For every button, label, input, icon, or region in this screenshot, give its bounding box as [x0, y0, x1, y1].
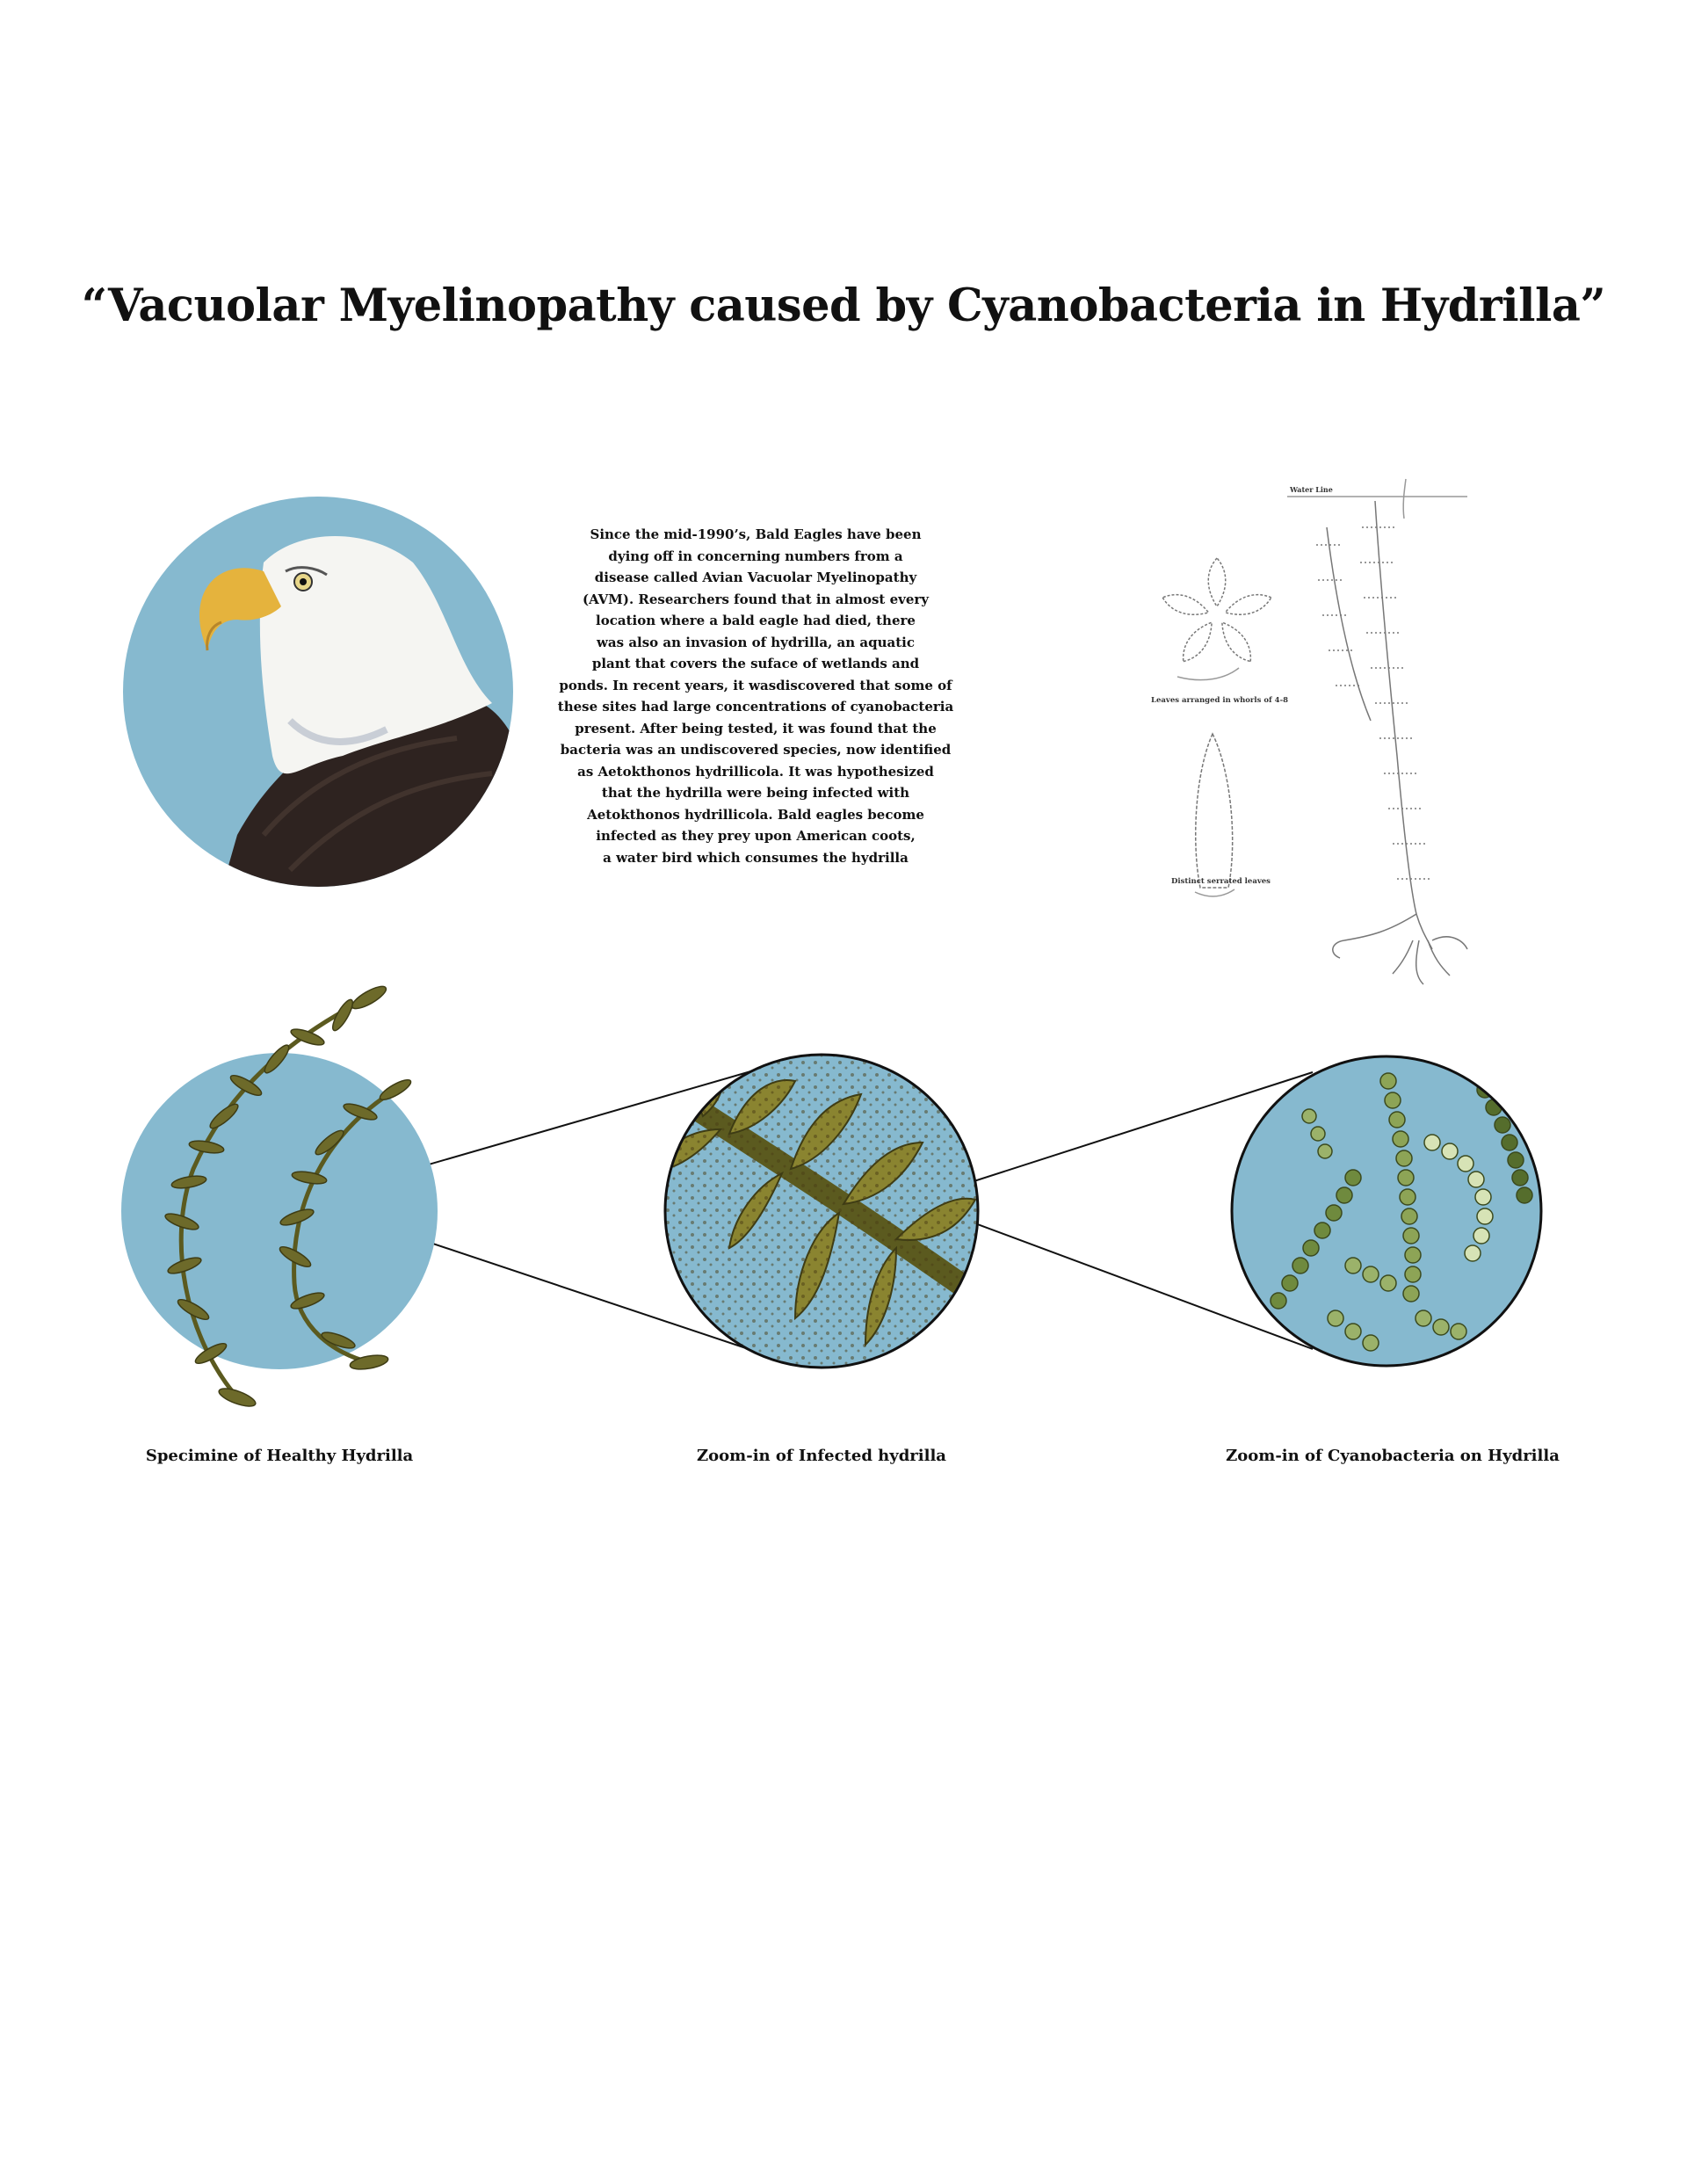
- serrated-label: Distinct serrated leaves: [1171, 877, 1271, 886]
- avm-description: Since the mid-1990’s, Bald Eagles have been dying off in concerning numbers from a disease called Avian Vacuolar Myelinopathy (AVM). Researchers found that in almost every location where a bald eagle had died, there was also an invasion of hydrilla, an aquatic plant that covers the suface of wetlands and ponds. In recent years, it wasdiscovered that some of these sites had large concentrations of cyanobacteria present. After being tested, it was found that the bacteria was an undiscovered species, now identified as Aetokthonos hydrillicola. It was hypothesized that the hydrilla were being infected with Aetokthonos hydrillicola. Bald eagles become infected as they prey upon American coots, a water bird which consumes the hydrilla: [557, 526, 954, 866]
- eagle-portrait: [123, 497, 545, 896]
- caption-healthy-hydrilla: Specimine of Healthy Hydrilla: [145, 1447, 414, 1465]
- caption-cyanobacteria: Zoom-in of Cyanobacteria on Hydrilla: [1226, 1447, 1560, 1465]
- whorl-label: Leaves arranged in whorls of 4-8: [1151, 696, 1289, 705]
- water-line-label: Water Line: [1290, 485, 1333, 494]
- tall-plant-sketch: [1316, 501, 1467, 984]
- page-title: “Vacuolar Myelinopathy caused by Cyanobacteria in Hydrilla”: [81, 279, 1606, 332]
- serrated-leaf: [1196, 734, 1233, 888]
- cyanobacteria-zoom: [1232, 1056, 1541, 1366]
- hydrilla-line-diagram: [1160, 479, 1467, 984]
- caption-infected-hydrilla: Zoom-in of Infected hydrilla: [697, 1447, 946, 1465]
- infected-hydrilla-zoom: [650, 1037, 1002, 1371]
- leaf-whorl: [1160, 558, 1274, 666]
- healthy-hydrilla-specimen: [121, 983, 438, 1410]
